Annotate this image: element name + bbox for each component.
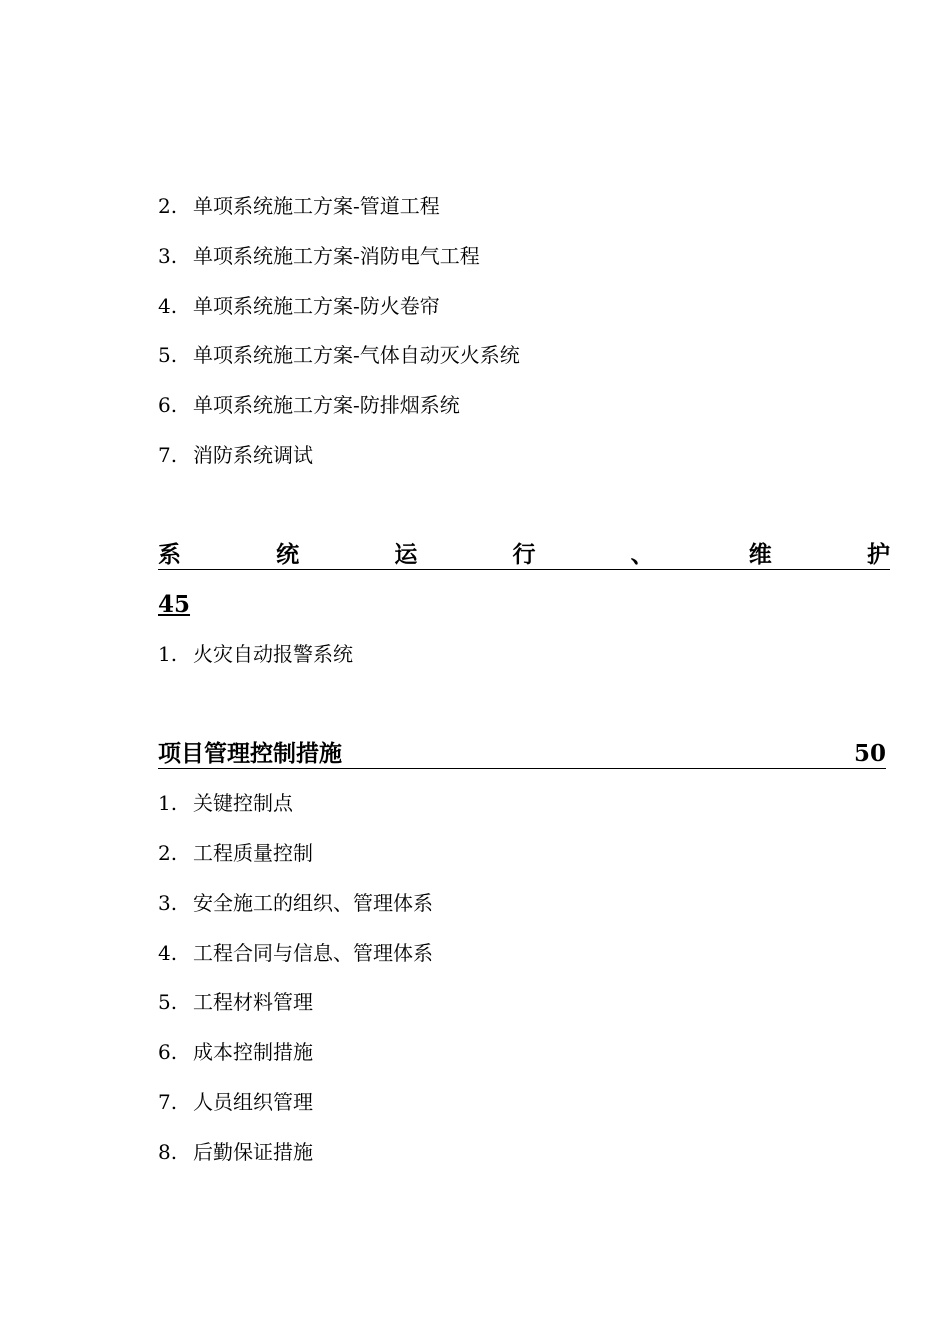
toc-item-number: 1. xyxy=(158,642,178,666)
toc-item xyxy=(158,1038,313,1066)
toc-item-text: 关键控制点 xyxy=(193,791,293,815)
toc-item xyxy=(158,292,440,320)
toc-item-number: 8. xyxy=(158,1140,178,1164)
toc-section-heading[interactable] xyxy=(158,541,890,570)
toc-section-heading[interactable] xyxy=(158,740,886,769)
heading-title: 项目管理控制措施 xyxy=(158,740,342,767)
toc-item-text: 人员组织管理 xyxy=(193,1090,313,1114)
heading-char: 、 xyxy=(630,541,654,568)
toc-item-text: 火灾自动报警系统 xyxy=(193,642,353,666)
toc-item-number: 2. xyxy=(158,841,178,865)
toc-item-text: 成本控制措施 xyxy=(193,1040,313,1064)
toc-item-number: 5. xyxy=(158,343,178,367)
toc-item-number: 6. xyxy=(158,1040,178,1064)
toc-item xyxy=(158,988,313,1016)
heading-char: 系 xyxy=(158,541,181,568)
toc-item-text: 单项系统施工方案-气体自动灭火系统 xyxy=(193,343,520,367)
toc-item xyxy=(158,1088,313,1116)
toc-section-page-number: 50 xyxy=(853,740,886,767)
toc-item xyxy=(158,839,313,867)
toc-item-number: 2. xyxy=(158,194,178,218)
heading-char: 运 xyxy=(394,541,418,568)
toc-section-page-number: 45 xyxy=(158,591,191,618)
toc-item-number: 7. xyxy=(158,443,178,467)
toc-item-number: 3. xyxy=(158,244,178,268)
toc-item xyxy=(158,889,433,917)
toc-item-text: 安全施工的组织、管理体系 xyxy=(193,891,433,915)
toc-item-text: 工程质量控制 xyxy=(193,841,313,865)
toc-item xyxy=(158,242,480,270)
toc-item xyxy=(158,391,460,419)
toc-item-number: 4. xyxy=(158,294,178,318)
toc-item-text: 后勤保证措施 xyxy=(193,1140,313,1164)
toc-item-text: 单项系统施工方案-防火卷帘 xyxy=(193,294,440,318)
heading-char: 维 xyxy=(748,541,772,568)
toc-item-number: 6. xyxy=(158,393,178,417)
heading-char: 护 xyxy=(866,541,890,568)
toc-item xyxy=(158,939,433,967)
toc-item-number: 1. xyxy=(158,791,178,815)
toc-item xyxy=(158,640,353,668)
toc-item xyxy=(158,789,293,817)
toc-item-number: 7. xyxy=(158,1090,178,1114)
toc-item-text: 工程材料管理 xyxy=(193,990,313,1014)
toc-item-number: 3. xyxy=(158,891,178,915)
toc-item xyxy=(158,192,440,220)
toc-item-text: 单项系统施工方案-防排烟系统 xyxy=(193,393,460,417)
toc-item-text: 单项系统施工方案-管道工程 xyxy=(193,194,440,218)
toc-item xyxy=(158,341,520,369)
toc-item xyxy=(158,1138,313,1166)
toc-item-text: 消防系统调试 xyxy=(193,443,313,467)
toc-item xyxy=(158,441,313,469)
toc-item-number: 4. xyxy=(158,941,178,965)
heading-char: 统 xyxy=(276,541,300,568)
toc-item-number: 5. xyxy=(158,990,178,1014)
toc-item-text: 单项系统施工方案-消防电气工程 xyxy=(193,244,480,268)
toc-item-text: 工程合同与信息、管理体系 xyxy=(193,941,433,965)
heading-char: 行 xyxy=(512,541,536,568)
